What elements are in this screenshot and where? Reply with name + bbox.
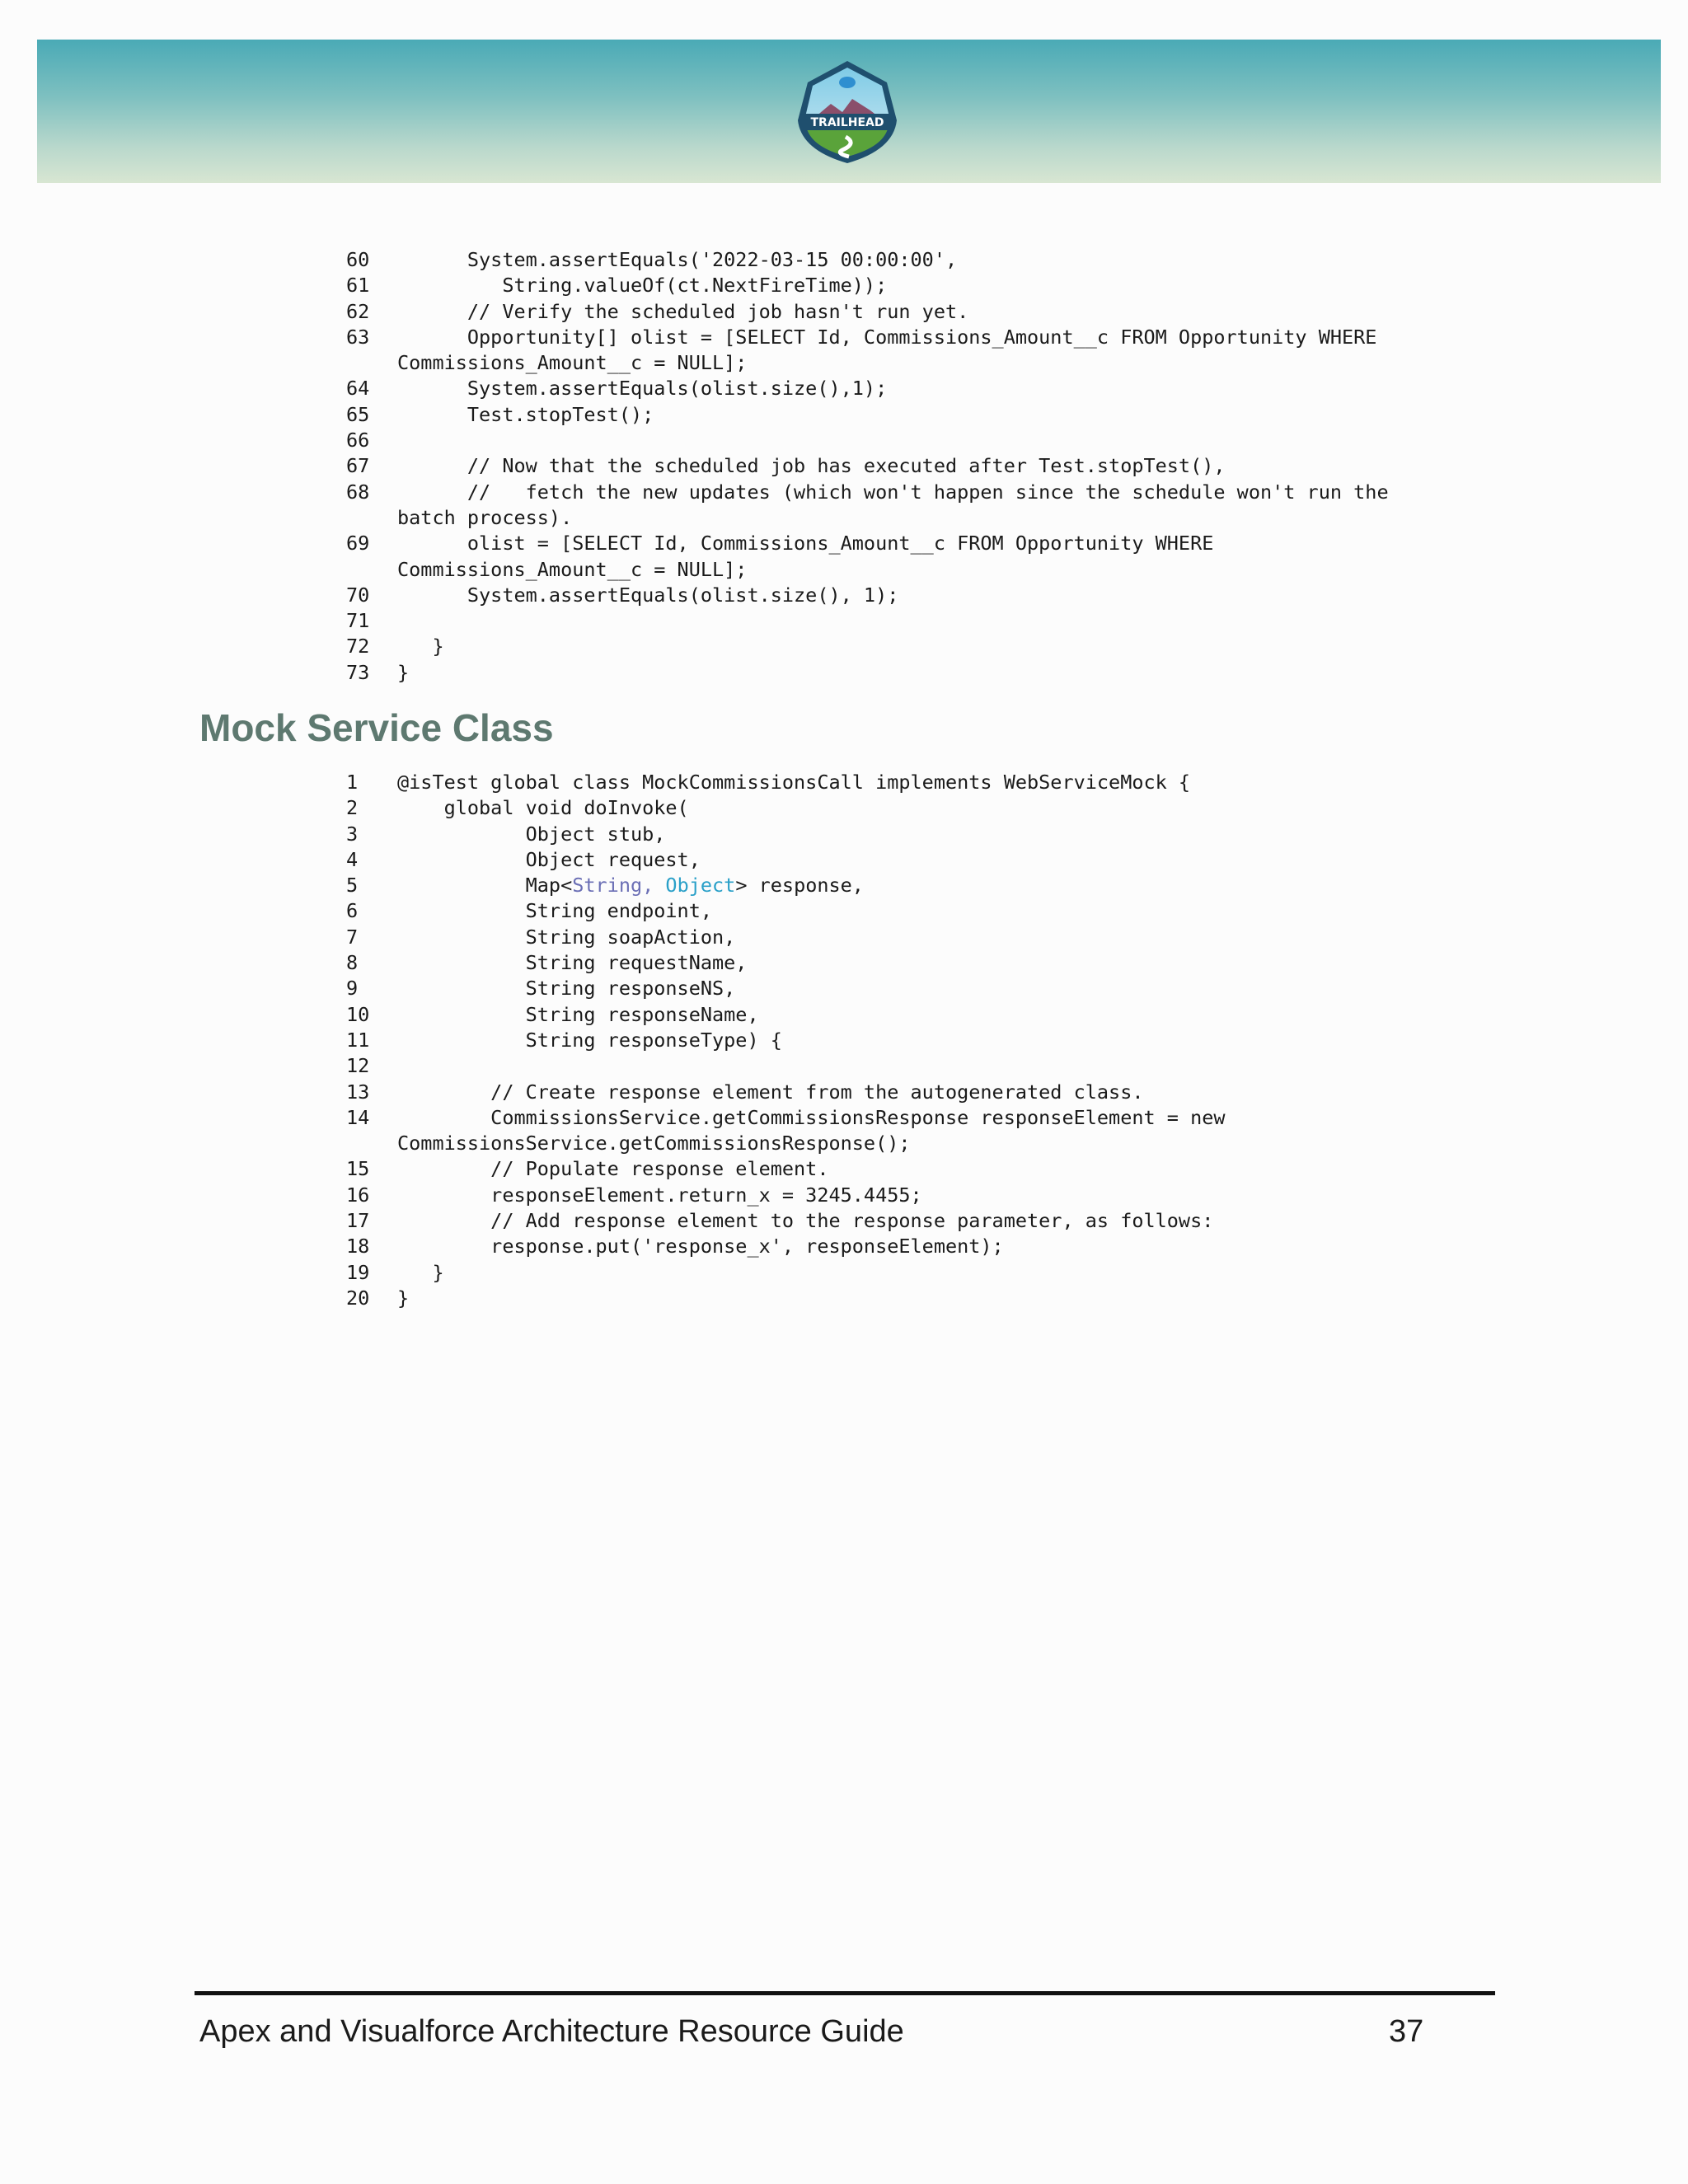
code-line xyxy=(346,770,1226,795)
code-text: String endpoint, xyxy=(397,899,713,923)
code-text: global void doInvoke( xyxy=(397,796,689,820)
code-text: } xyxy=(397,1286,410,1310)
line-number: 11 xyxy=(346,1028,370,1052)
code-line-continuation: Commissions_Amount__c = NULL]; xyxy=(397,557,748,581)
code-text: String responseType) { xyxy=(397,1028,782,1052)
line-number: 71 xyxy=(346,609,370,633)
line-number: 2 xyxy=(346,796,359,820)
code-text: String responseName, xyxy=(397,1002,759,1026)
line-number: 15 xyxy=(346,1157,370,1181)
code-text: @isTest global class MockCommissionsCall implements WebServiceMock { xyxy=(397,771,1191,794)
code-text: System.assertEquals(olist.size(), 1); xyxy=(397,583,899,607)
code-line xyxy=(346,1156,1226,1182)
code-line xyxy=(346,898,1226,924)
code-text: // Create response element from the autogenerated class. xyxy=(397,1080,1144,1104)
code-text: CommissionsService.getCommissionsResponse responseElement = new xyxy=(397,1105,1226,1129)
code-line xyxy=(346,247,1389,273)
trailhead-logo-text: TRAILHEAD xyxy=(810,116,884,129)
code-block-mock-service xyxy=(346,770,1226,1311)
code-line xyxy=(346,376,1389,401)
line-number: 6 xyxy=(346,899,359,923)
code-token: Map< xyxy=(397,874,573,898)
code-text: olist = [SELECT Id, Commissions_Amount__c FROM Opportunity WHERE xyxy=(397,532,1214,555)
line-number: 63 xyxy=(346,325,370,349)
line-number: 19 xyxy=(346,1260,370,1284)
line-number: 20 xyxy=(346,1286,370,1310)
code-text: System.assertEquals('2022-03-15 00:00:00', xyxy=(397,248,958,271)
code-line xyxy=(346,1028,1226,1053)
code-text: // Add response element to the response parameter, as follows: xyxy=(397,1209,1214,1233)
code-line xyxy=(346,1053,1226,1079)
code-line xyxy=(346,847,1226,873)
line-number: 3 xyxy=(346,822,359,846)
section-heading: Mock Service Class xyxy=(199,706,554,749)
code-line xyxy=(346,795,1226,821)
code-text: String.valueOf(ct.NextFireTime)); xyxy=(397,274,888,298)
code-token: String, xyxy=(572,874,654,898)
code-text: Object request, xyxy=(397,847,701,871)
code-text: Test.stopTest(); xyxy=(397,402,654,426)
code-line xyxy=(346,299,1389,325)
line-number: 16 xyxy=(346,1183,370,1207)
line-number: 12 xyxy=(346,1054,370,1078)
code-line xyxy=(346,531,1389,556)
line-number: 13 xyxy=(346,1080,370,1104)
code-text: // fetch the new updates (which won't happen since the schedule won't run the xyxy=(397,480,1389,504)
line-number: 5 xyxy=(346,874,359,898)
code-line-continuation: batch process). xyxy=(397,505,573,529)
code-line xyxy=(346,1002,1226,1028)
trailhead-logo xyxy=(781,58,913,166)
line-number: 65 xyxy=(346,402,370,426)
code-line xyxy=(346,1080,1226,1105)
line-number: 61 xyxy=(346,274,370,298)
code-line xyxy=(346,1183,1226,1208)
code-text: String soapAction, xyxy=(397,925,736,949)
code-text: // Verify the scheduled job hasn't run yet. xyxy=(397,299,969,323)
line-number: 64 xyxy=(346,377,370,401)
code-block-scheduled-test xyxy=(346,247,1389,686)
code-line xyxy=(346,950,1226,976)
line-number: 62 xyxy=(346,299,370,323)
line-number: 67 xyxy=(346,454,370,478)
code-text: } xyxy=(397,635,444,658)
line-number: 18 xyxy=(346,1235,370,1258)
code-text: response.put('response_x', responseElement); xyxy=(397,1235,1004,1258)
code-line xyxy=(346,1105,1226,1131)
code-line xyxy=(346,1286,1226,1311)
code-line xyxy=(346,428,1389,453)
code-text xyxy=(397,873,864,898)
code-line-continuation: CommissionsService.getCommissionsResponse(); xyxy=(397,1132,911,1155)
code-text: // Populate response element. xyxy=(397,1157,829,1181)
line-number: 4 xyxy=(346,847,359,871)
line-number: 72 xyxy=(346,635,370,658)
line-number: 73 xyxy=(346,660,370,684)
code-token: > response, xyxy=(735,874,864,898)
code-text: } xyxy=(397,660,410,684)
code-text: // Now that the scheduled job has executed after Test.stopTest(), xyxy=(397,454,1226,478)
code-text: Object stub, xyxy=(397,822,666,846)
line-number: 66 xyxy=(346,429,370,452)
code-line xyxy=(346,822,1226,847)
code-line xyxy=(346,660,1389,686)
code-line xyxy=(346,325,1389,350)
code-line xyxy=(346,583,1389,608)
line-number: 17 xyxy=(346,1209,370,1233)
footer-title: Apex and Visualforce Architecture Resource Guide xyxy=(199,2014,904,2049)
line-number: 8 xyxy=(346,951,359,975)
code-line xyxy=(346,273,1389,298)
code-line xyxy=(346,634,1389,659)
code-token: Object xyxy=(654,874,736,898)
code-line xyxy=(346,976,1226,1001)
line-number: 68 xyxy=(346,480,370,504)
code-line xyxy=(346,1208,1226,1234)
code-text: String responseNS, xyxy=(397,977,736,1001)
footer-divider xyxy=(195,1991,1495,1995)
code-line xyxy=(346,1234,1226,1259)
line-number: 9 xyxy=(346,977,359,1001)
code-line xyxy=(346,925,1226,950)
line-number: 70 xyxy=(346,583,370,607)
code-text: Opportunity[] olist = [SELECT Id, Commissions_Amount__c FROM Opportunity WHERE xyxy=(397,325,1377,349)
line-number: 7 xyxy=(346,925,359,949)
code-line xyxy=(346,1260,1226,1286)
code-line xyxy=(346,453,1389,479)
code-line xyxy=(346,480,1389,505)
code-line-continuation: Commissions_Amount__c = NULL]; xyxy=(397,351,748,375)
code-text: } xyxy=(397,1260,444,1284)
line-number: 10 xyxy=(346,1002,370,1026)
code-line xyxy=(346,402,1389,428)
line-number: 1 xyxy=(346,771,359,794)
line-number: 14 xyxy=(346,1105,370,1129)
page-number: 37 xyxy=(1389,2014,1424,2049)
code-line xyxy=(346,873,1226,898)
code-text: System.assertEquals(olist.size(),1); xyxy=(397,377,888,401)
code-text: responseElement.return_x = 3245.4455; xyxy=(397,1183,922,1207)
code-text: String requestName, xyxy=(397,951,748,975)
line-number: 60 xyxy=(346,248,370,271)
line-number: 69 xyxy=(346,532,370,555)
code-line xyxy=(346,608,1389,634)
